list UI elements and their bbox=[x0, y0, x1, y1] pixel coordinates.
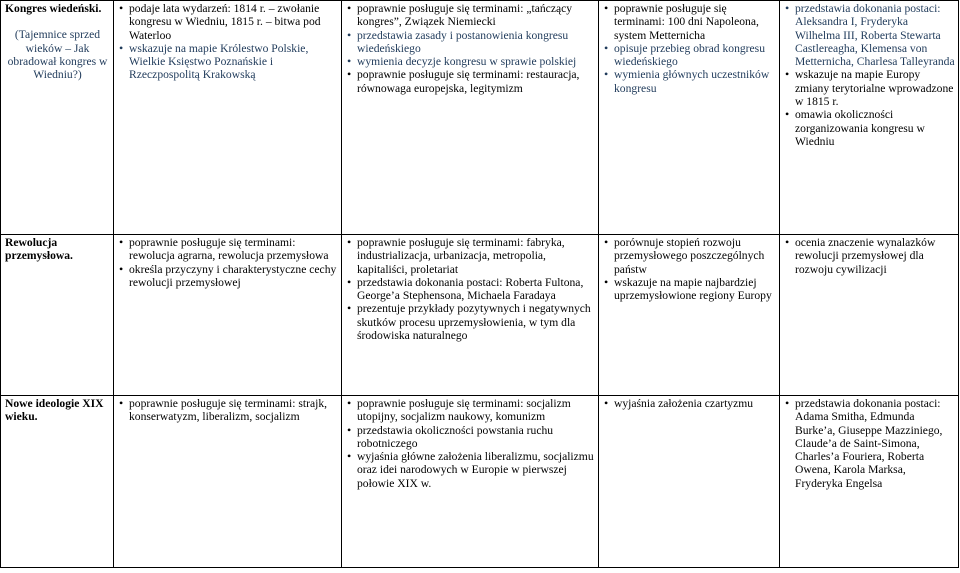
requirement-item: • wskazuje na mapie Europy zmiany terytorialne wprowadzone w 1815 r. bbox=[784, 68, 955, 108]
requirements-cell-2 bbox=[342, 396, 599, 568]
requirement-item: • poprawnie posługuje się terminami: 100 dni Napoleona, system Metternicha bbox=[603, 2, 776, 42]
requirements-cell-2 bbox=[342, 1, 599, 235]
requirement-item: • omawia okoliczności zorganizowania kongresu w Wiedniu bbox=[784, 108, 955, 148]
requirement-item: • przedstawia zasady i postanowienia kongresu wiedeńskiego bbox=[346, 29, 595, 56]
requirement-item: • wymienia głównych uczestników kongresu bbox=[603, 68, 776, 95]
requirement-item: • przedstawia dokonania postaci: Aleksandra I, Fryderyka Wilhelma III, Roberta Stewarta Castlereagha, Klemensa von Metternicha, Charlesa Talleyranda bbox=[784, 2, 955, 68]
requirement-item: • prezentuje przykłady pozytywnych i negatywnych skutków procesu uprzemysłowienia, w tym dla środowiska naturalnego bbox=[346, 302, 595, 342]
topic-cell bbox=[1, 396, 114, 568]
requirement-item: • podaje lata wydarzeń: 1814 r. – zwołanie kongresu w Wiedniu, 1815 r. – bitwa pod Waterloo bbox=[118, 2, 338, 42]
requirements-cell-1 bbox=[114, 235, 342, 396]
topic-cell bbox=[1, 1, 114, 235]
requirement-item: • wymienia decyzje kongresu w sprawie polskiej bbox=[346, 55, 595, 68]
requirement-item: • poprawnie posługuje się terminami: socjalizm utopijny, socjalizm naukowy, komunizm bbox=[346, 397, 595, 424]
requirements-cell-4 bbox=[780, 396, 959, 568]
table-row bbox=[1, 1, 959, 235]
requirement-item: • poprawnie posługuje się terminami: restauracja, równowaga europejska, legitymizm bbox=[346, 68, 595, 95]
requirement-item: • poprawnie posługuje się terminami: strajk, konserwatyzm, liberalizm, socjalizm bbox=[118, 397, 338, 424]
topic-subtitle: (Tajemnice sprzed wieków – Jak obradował kongres w Wiedniu?) bbox=[7, 28, 108, 82]
requirements-cell-3 bbox=[599, 1, 780, 235]
requirement-item: • poprawnie posługuje się terminami: „tańczący kongres”, Związek Niemiecki bbox=[346, 2, 595, 29]
requirements-cell-2 bbox=[342, 235, 599, 396]
requirement-item: • porównuje stopień rozwoju przemysłowego poszczególnych państw bbox=[603, 236, 776, 276]
requirement-item: • przedstawia dokonania postaci: Roberta Fultona, George’a Stephensona, Michaela Faradaya bbox=[346, 276, 595, 303]
topic-title: Kongres wiedeński. bbox=[5, 2, 102, 15]
topic-title: Nowe ideologie XIX wieku. bbox=[5, 397, 104, 424]
table-row bbox=[1, 396, 959, 568]
topic-title: Rewolucja przemysłowa. bbox=[5, 236, 73, 263]
topic-cell bbox=[1, 235, 114, 396]
requirements-cell-4 bbox=[780, 1, 959, 235]
requirement-item: • poprawnie posługuje się terminami: fabryka, industrializacja, urbanizacja, metropolia, kapitaliści, proletariat bbox=[346, 236, 595, 276]
requirements-cell-3 bbox=[599, 396, 780, 568]
requirements-cell-3 bbox=[599, 235, 780, 396]
requirement-item: • poprawnie posługuje się terminami: rewolucja agrarna, rewolucja przemysłowa bbox=[118, 236, 338, 263]
requirements-cell-1 bbox=[114, 396, 342, 568]
requirement-item: • wskazuje na mapie najbardziej uprzemysłowione regiony Europy bbox=[603, 276, 776, 303]
requirements-cell-4 bbox=[780, 235, 959, 396]
requirement-item: • wyjaśnia założenia czartyzmu bbox=[603, 397, 776, 410]
requirement-item: • ocenia znaczenie wynalazków rewolucji przemysłowej dla rozwoju cywilizacji bbox=[784, 236, 955, 276]
requirement-item: • przedstawia dokonania postaci: Adama Smitha, Edmunda Burke’a, Giuseppe Mazziniego, Claude’a de Saint-Simona, Charles’a Fouriera, Roberta Owena, Karola Marksa, Fryderyka Engelsa bbox=[784, 397, 955, 490]
requirement-item: • określa przyczyny i charakterystyczne cechy rewolucji przemysłowej bbox=[118, 263, 338, 290]
table-row bbox=[1, 235, 959, 396]
requirement-item: • przedstawia okoliczności powstania ruchu robotniczego bbox=[346, 424, 595, 451]
requirements-cell-1 bbox=[114, 1, 342, 235]
requirement-item: • wskazuje na mapie Królestwo Polskie, Wielkie Księstwo Poznańskie i Rzeczpospolitą Krakowską bbox=[118, 42, 338, 82]
requirement-item: • opisuje przebieg obrad kongresu wiedeńskiego bbox=[603, 42, 776, 69]
requirement-item: • wyjaśnia główne założenia liberalizmu, socjalizmu oraz idei narodowych w Europie w pierwszej połowie XIX w. bbox=[346, 450, 595, 490]
